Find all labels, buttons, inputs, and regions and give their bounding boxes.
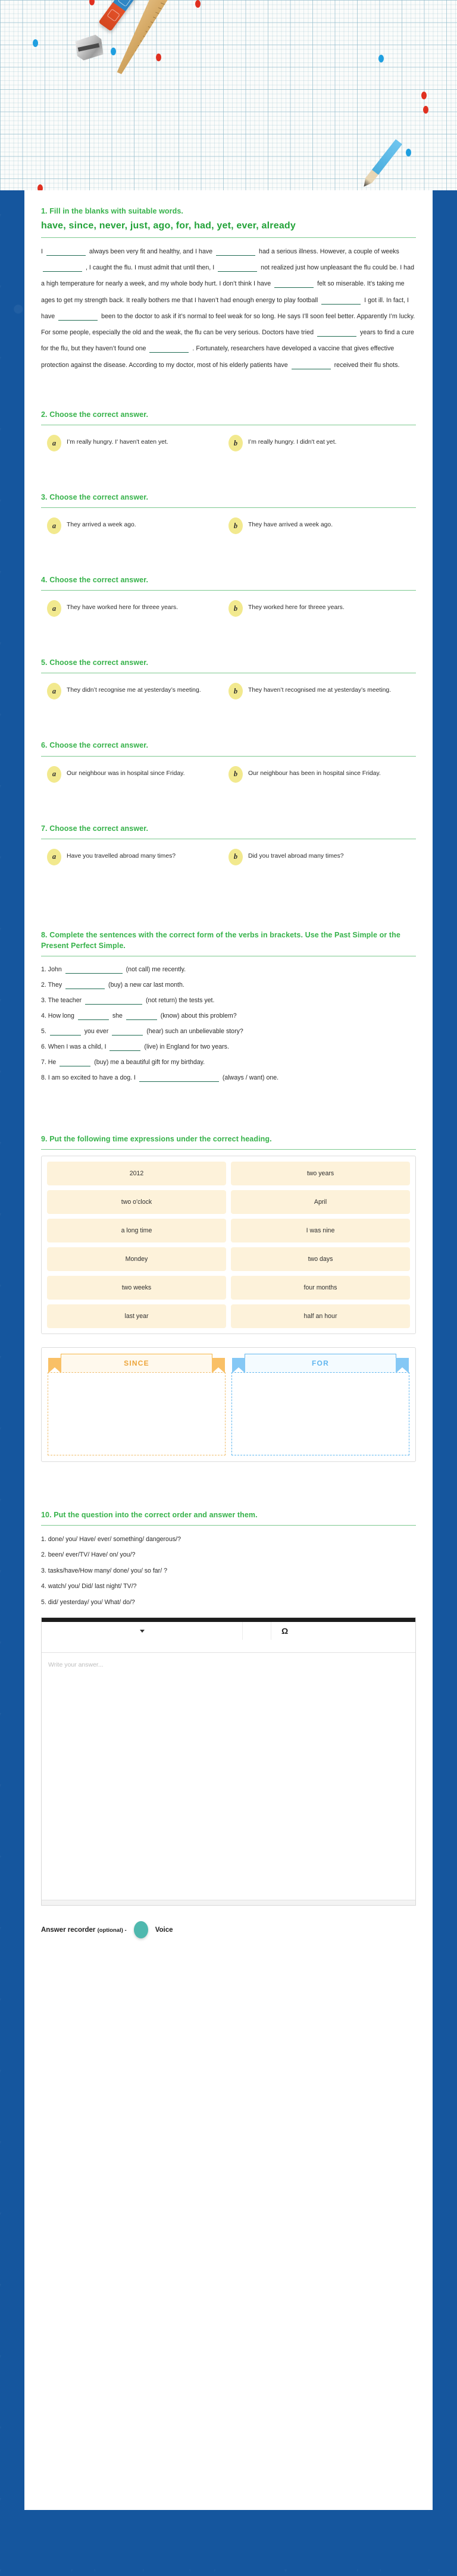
spacer <box>41 785 416 811</box>
cloze-blank[interactable] <box>321 304 361 305</box>
exercise-8-item: 6. When I was a child, I (live) in England for two years. <box>41 1043 229 1050</box>
choice-option-b[interactable] <box>228 600 416 617</box>
choice-option-b[interactable] <box>228 435 416 451</box>
exercise-8-item: 1. John (not call) me recently. <box>41 965 186 973</box>
for-column <box>231 1354 409 1455</box>
choice-bubble-b[interactable]: b <box>228 849 243 865</box>
confetti-dot <box>37 184 43 190</box>
choice-text: Did you travel abroad many times? <box>248 852 344 859</box>
choice-text: They haven’t recognised me at yesterday’s meeting. <box>248 687 392 694</box>
cloze-blank[interactable] <box>46 255 86 256</box>
choice-option-a[interactable] <box>41 849 228 865</box>
time-expression-token[interactable]: two days <box>231 1247 410 1271</box>
time-expression-token[interactable]: Mondey <box>47 1247 226 1271</box>
confetti-dot <box>195 0 201 8</box>
verb-blank[interactable] <box>78 1019 109 1020</box>
choice-bubble-b[interactable]: b <box>228 435 243 451</box>
time-expression-token[interactable]: four months <box>231 1276 410 1300</box>
exercise-10-list <box>41 1532 416 1610</box>
choice-bubble-a[interactable]: a <box>47 435 61 451</box>
confetti-dot <box>423 106 428 114</box>
confetti-dot <box>111 48 116 55</box>
time-expression-token[interactable]: two years <box>231 1162 410 1185</box>
exercise-9-heading: 9. Put the following time expressions under the correct heading. <box>41 1134 272 1143</box>
time-expression-pool <box>41 1156 416 1334</box>
choice-row <box>41 597 416 619</box>
time-expression-token[interactable]: April <box>231 1190 410 1214</box>
exercise-8-item: 5. you ever (hear) such an unbelievable story? <box>41 1027 243 1035</box>
for-banner <box>245 1354 396 1372</box>
for-label: FOR <box>312 1358 329 1367</box>
since-banner <box>61 1354 212 1372</box>
voice-label: Voice <box>155 1926 173 1934</box>
choice-option-b[interactable] <box>228 766 416 783</box>
spacer <box>41 619 416 645</box>
special-character-button[interactable]: Ω <box>281 1626 289 1636</box>
cloze-blank[interactable] <box>218 271 257 272</box>
exercise-4-heading: 4. Choose the correct answer. <box>41 576 149 585</box>
choice-row <box>41 763 416 785</box>
divider <box>41 237 416 238</box>
time-expression-token[interactable]: 2012 <box>47 1162 226 1185</box>
exercise-10-heading: 10. Put the question into the correct order and answer them. <box>41 1510 258 1519</box>
choice-option-a[interactable] <box>41 600 228 617</box>
answer-textarea[interactable]: Write your answer... <box>42 1653 415 1900</box>
editor-top-bar <box>42 1618 415 1622</box>
exercise-8-item: 8. I am so excited to have a dog. I (always / want) one. <box>41 1074 279 1081</box>
exercise-5-heading: 5. Choose the correct answer. <box>41 658 149 667</box>
choice-text: I’m really hungry. I' haven't eaten yet. <box>67 439 168 446</box>
confetti-dot <box>378 55 384 62</box>
since-label: SINCE <box>124 1358 149 1367</box>
since-dropzone[interactable] <box>48 1372 226 1455</box>
choice-option-a[interactable] <box>41 766 228 783</box>
time-expression-token[interactable]: two o'clock <box>47 1190 226 1214</box>
answer-editor <box>41 1617 416 1906</box>
choice-row <box>41 514 416 536</box>
choice-text: They worked here for threee years. <box>248 604 345 611</box>
microphone-icon[interactable] <box>134 1921 148 1938</box>
choice-text: They didn’t recognise me at yesterday’s meeting. <box>67 687 201 694</box>
confetti-dot <box>89 0 95 5</box>
exercise-1-paragraph: I always been very fit and healthy, and I have had a serious illness. However, a couple of weeks , I caught the flu. I must admit that until then, I not realized just how unpleasant the flu could be. I had a high temperature for nearly a week, and my whole body hurt. I don’t think I have felt so miserable. It’s taking me ages to get my strength back. It really bothers me that I haven’t had enough energy to play football I got ill. In fact, I have been to the doctor to ask if it’s normal to feel weak for so long. He says I’ll soon feel better. Apparently I’m lucky. For some people, especially the old and the weak, the flu can be very serious. Doctors have tried years to find a cure for the flu, but they haven’t found one . Fortunately, researchers have developed a vaccine that gives effective protection against the disease. According to my doctor, most of his elderly patients have received their flu shots. <box>41 247 415 369</box>
hero-banner <box>0 0 457 190</box>
divider <box>41 1149 416 1150</box>
confetti-dot <box>421 92 427 99</box>
choice-row <box>41 431 416 454</box>
verb-blank[interactable] <box>85 1004 142 1005</box>
exercise-8-item: 2. They (buy) a new car last month. <box>41 981 184 989</box>
choice-text: Our neighbour was in hospital since Friday. <box>67 770 185 777</box>
pencil-icon <box>361 139 402 189</box>
choice-option-a[interactable] <box>41 683 228 699</box>
verb-blank[interactable] <box>139 1081 219 1082</box>
verb-blank[interactable] <box>126 1019 157 1020</box>
choice-option-a[interactable] <box>41 517 228 534</box>
exercise-6-heading: 6. Choose the correct answer. <box>41 741 149 750</box>
exercise-1-heading: 1. Fill in the blanks with suitable words. <box>41 207 183 215</box>
style-dropdown[interactable] <box>42 1622 243 1640</box>
exercise-7-heading: 7. Choose the correct answer. <box>41 824 149 833</box>
recorder-optional-note: (optional) - <box>97 1926 127 1934</box>
choice-text: They have arrived a week ago. <box>248 522 333 529</box>
exercise-8-heading: 8. Complete the sentences with the correct form of the verbs in brackets. Use the Past Simple or the Present Perfect Simple. <box>41 930 400 950</box>
exercise-10-item: 4. watch/ you/ Did/ last night/ TV/? <box>41 1583 137 1590</box>
spacer <box>41 868 416 894</box>
time-expression-token[interactable]: half an hour <box>231 1304 410 1328</box>
exercise-3-heading: 3. Choose the correct answer. <box>41 493 149 502</box>
exercise-8-item: 4. How long she (know) about this problem? <box>41 1012 237 1019</box>
exercise-10-item: 2. been/ ever/TV/ Have/ on/ you/? <box>41 1551 136 1559</box>
choice-text: They arrived a week ago. <box>67 522 136 529</box>
since-column <box>48 1354 226 1455</box>
cloze-blank[interactable] <box>58 320 98 321</box>
choice-bubble-b[interactable]: b <box>228 766 243 783</box>
divider <box>41 590 416 591</box>
choice-option-b[interactable] <box>228 683 416 699</box>
confetti-dot <box>156 54 161 61</box>
exercise-8-list <box>41 962 416 1086</box>
verb-blank[interactable] <box>109 1050 140 1051</box>
eraser-icon <box>98 0 136 32</box>
answer-recorder-row <box>41 1906 416 1938</box>
cloze-blank[interactable] <box>274 287 314 288</box>
choice-row <box>41 845 416 868</box>
time-expression-token[interactable]: last year <box>47 1304 226 1328</box>
time-expression-token[interactable]: two weeks <box>47 1276 226 1300</box>
choice-text: I’m really hungry. I didn't eat yet. <box>248 439 337 446</box>
ribbon-right-icon <box>212 1358 225 1373</box>
choice-bubble-a[interactable]: a <box>47 600 61 617</box>
multiple-choice-section <box>41 397 416 894</box>
choice-row <box>41 679 416 702</box>
exercise-10-item: 5. did/ yesterday/ you/ What/ do/? <box>41 1598 135 1606</box>
exercise-2-heading: 2. Choose the correct answer. <box>41 410 149 419</box>
verb-blank[interactable] <box>50 1035 81 1036</box>
ribbon-left-icon <box>48 1358 61 1373</box>
choice-bubble-b[interactable]: b <box>228 517 243 534</box>
choice-text: Our neighbour has been in hospital since Friday. <box>248 770 381 777</box>
choice-bubble-a[interactable]: a <box>47 683 61 699</box>
divider <box>41 1525 416 1526</box>
toolbar-spacer-button[interactable] <box>243 1622 271 1640</box>
exercise-10-item: 1. done/ you/ Have/ ever/ something/ dangerous/? <box>41 1535 181 1543</box>
chevron-down-icon <box>140 1630 145 1633</box>
choice-option-a[interactable] <box>41 435 228 451</box>
choice-bubble-b[interactable]: b <box>228 600 243 617</box>
pencil-sharpener-icon <box>74 34 104 61</box>
choice-option-b[interactable] <box>228 517 416 534</box>
exercise-1-word-bank: have, since, never, just, ago, for, had, yet, ever, already <box>41 221 296 231</box>
time-expression-token[interactable]: I was nine <box>231 1219 410 1242</box>
cloze-blank[interactable] <box>216 255 255 256</box>
choice-bubble-b[interactable]: b <box>228 683 243 699</box>
choice-option-b[interactable] <box>228 849 416 865</box>
choice-text: Have you travelled abroad many times? <box>67 852 176 859</box>
exercise-10-item: 3. tasks/have/How many/ done/ you/ so far/ ? <box>41 1567 167 1574</box>
for-dropzone[interactable] <box>231 1372 409 1455</box>
spacer <box>41 536 416 563</box>
worksheet-sheet <box>24 190 433 2510</box>
choice-bubble-a[interactable]: a <box>47 849 61 865</box>
exercise-8-item: 7. He (buy) me a beautiful gift for my birthday. <box>41 1058 205 1066</box>
spacer <box>41 702 416 728</box>
cloze-blank[interactable] <box>149 352 189 353</box>
recorder-label: Answer recorder (optional) - <box>41 1926 127 1934</box>
ribbon-right-icon <box>396 1358 409 1373</box>
confetti-dot <box>406 149 411 156</box>
choice-bubble-a[interactable]: a <box>47 517 61 534</box>
since-for-drop-area <box>41 1347 416 1462</box>
divider <box>41 756 416 757</box>
exercise-8-item: 3. The teacher (not return) the tests yet. <box>41 996 215 1004</box>
editor-resize-handle[interactable] <box>42 1900 415 1905</box>
cloze-blank[interactable] <box>317 336 356 337</box>
cloze-blank[interactable] <box>43 271 82 272</box>
choice-text: They have worked here for threee years. <box>67 604 179 611</box>
choice-bubble-a[interactable]: a <box>47 766 61 783</box>
editor-toolbar <box>42 1622 415 1653</box>
spacer <box>41 454 416 480</box>
divider <box>41 507 416 508</box>
verb-blank[interactable] <box>65 973 123 974</box>
confetti-dot <box>33 39 38 47</box>
time-expression-token[interactable]: a long time <box>47 1219 226 1242</box>
ribbon-left-icon <box>232 1358 245 1373</box>
verb-blank[interactable] <box>112 1035 143 1036</box>
